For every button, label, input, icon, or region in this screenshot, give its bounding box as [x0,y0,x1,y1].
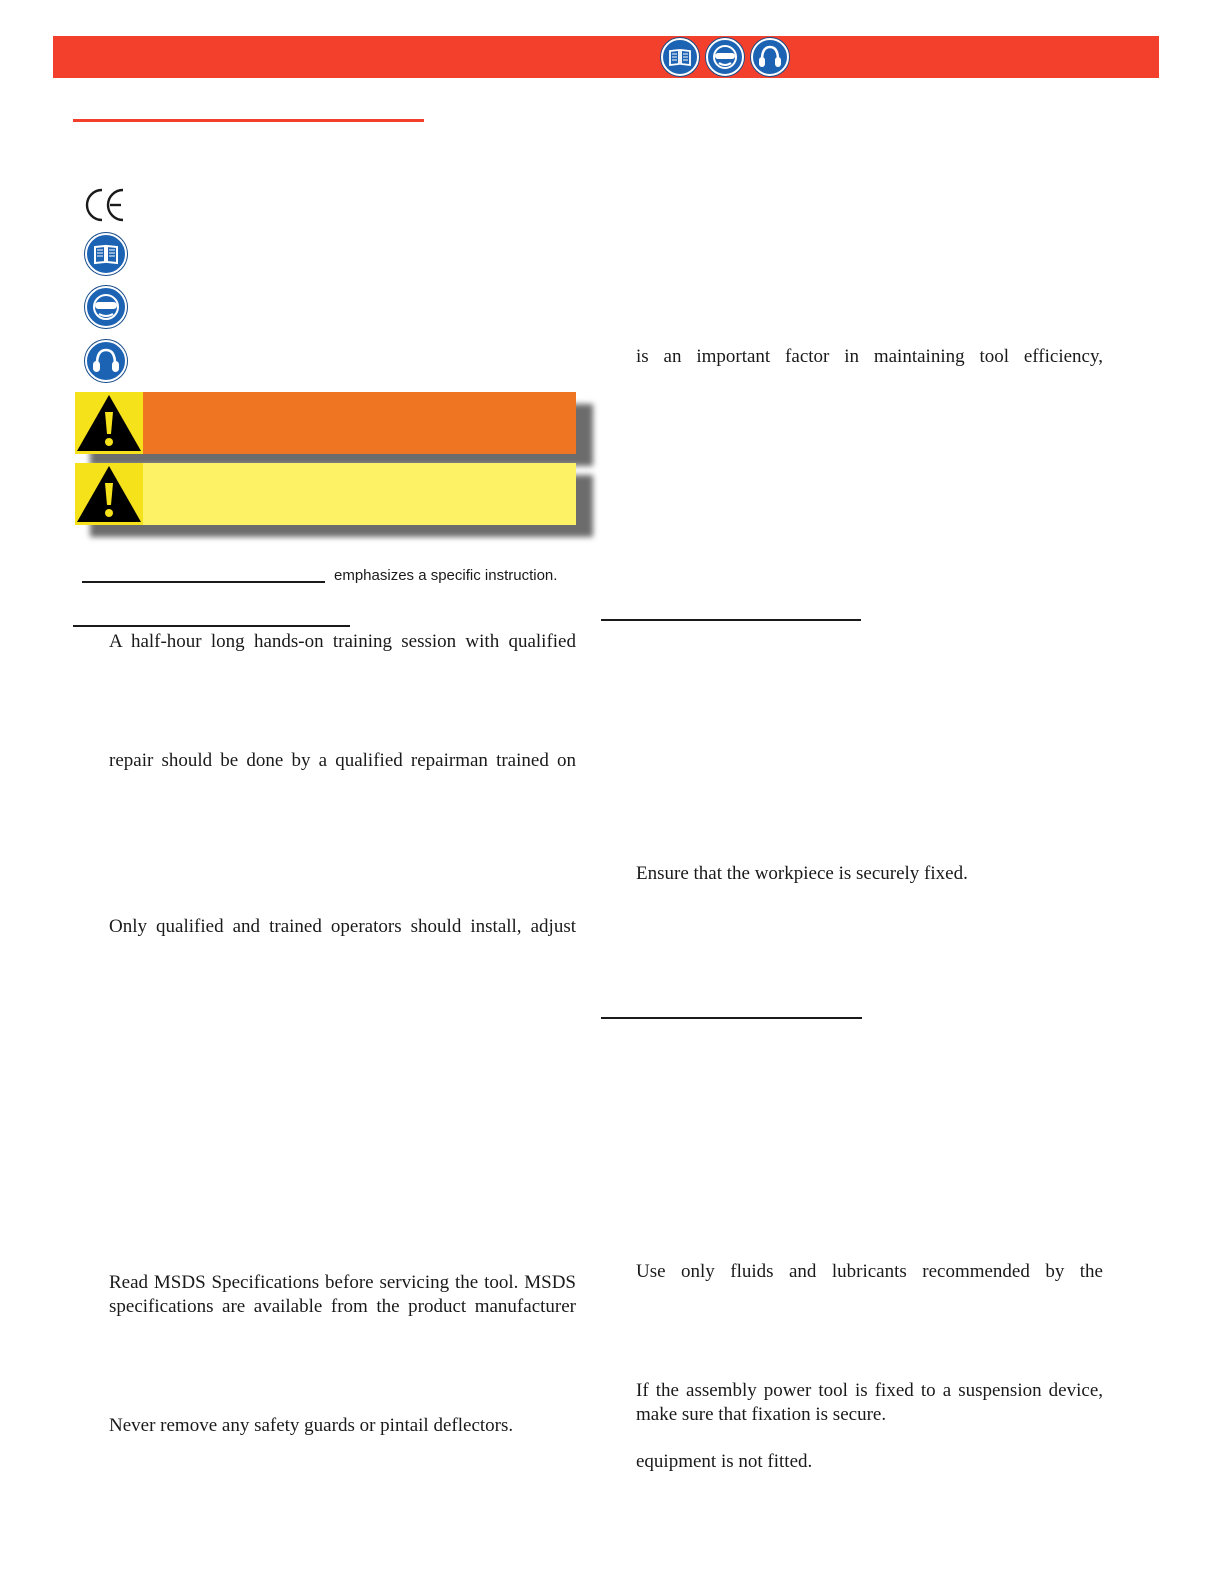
face-mask-icon [706,38,744,76]
manual-icon [85,233,127,275]
fluids-paragraph: Use only fluids and lubricants recommended by the [636,1261,1103,1282]
section-underline [601,1017,862,1019]
face-mask-icon [85,286,127,328]
title-underline [73,119,424,122]
repair-paragraph: repair should be done by a qualified repairman trained on [109,750,576,771]
manual-icon [661,38,699,76]
note-underline [82,581,325,583]
warning-triangle-icon [75,392,143,454]
ear-protection-icon [751,38,789,76]
note-text: emphasizes a specific instruction. [334,567,558,584]
workpiece-paragraph: Ensure that the workpiece is securely fixed. [636,863,968,884]
efficiency-paragraph: is an important factor in maintaining tool efficiency, [636,346,1103,367]
header-banner [53,36,1159,78]
msds-line-1: Read MSDS Specifications before servicing the tool. MSDS [109,1272,576,1293]
suspension-line-1: If the assembly power tool is fixed to a suspension device, [636,1380,1103,1401]
warning-triangle-icon [75,463,143,525]
training-paragraph: A half-hour long hands-on training session with qualified [109,631,576,652]
msds-line-2: specifications are available from the product manufacturer [109,1296,576,1317]
section-underline [601,619,861,621]
safety-guards-paragraph: Never remove any safety guards or pintail deflectors. [109,1415,514,1436]
equipment-paragraph: equipment is not fitted. [636,1451,813,1472]
suspension-line-2: make sure that fixation is secure. [636,1404,887,1425]
caution-box [75,463,576,525]
operators-paragraph: Only qualified and trained operators should install, adjust [109,916,576,937]
warning-box [75,392,576,454]
section-underline [73,625,350,627]
ce-mark-icon [83,186,127,224]
ear-protection-icon [85,340,127,382]
